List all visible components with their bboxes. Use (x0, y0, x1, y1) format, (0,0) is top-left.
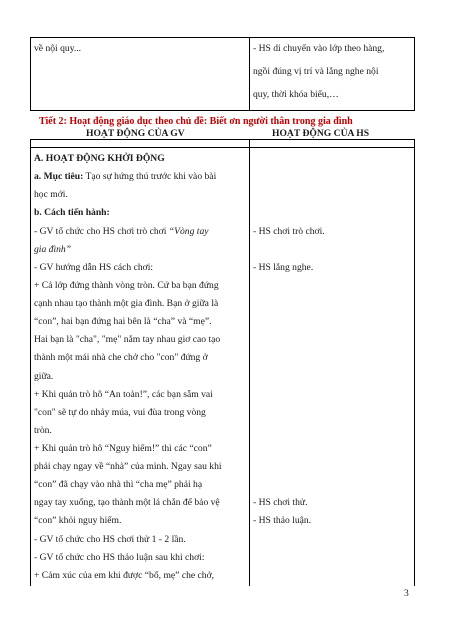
main-table-right-border (414, 139, 415, 586)
gv-line-18: - GV tổ chức cho HS chơi thử 1 - 2 lần. (34, 534, 186, 545)
header-gv: HOẠT ĐỘNG CỦA GV (86, 128, 185, 139)
gv-line-1 (34, 226, 209, 238)
page-number: 3 (404, 588, 409, 599)
hs-line-2: - HS lắng nghe. (253, 262, 314, 273)
top-table-mid-border (249, 37, 250, 111)
gv-line-8: thành một mái nhà che chở cho "con" đứng ở (34, 352, 208, 363)
header-hs: HOẠT ĐỘNG CỦA HS (272, 128, 370, 139)
gv-line-15: “con” đã chạy vào nhà thì “cha mẹ” phải hạ (34, 479, 203, 490)
gv-line-4: + Cả lớp đứng thành vòng tròn. Cứ ba bạn đứng (34, 280, 219, 291)
main-table-left-border (30, 139, 31, 586)
gv-line-5: cạnh nhau tạo thành một gia đình. Bạn ở giữa là (34, 298, 219, 309)
gv-line-1b: “Vòng tay (168, 226, 209, 237)
section-title: Tiết 2: Hoạt động giáo dục theo chủ đề: Biết ơn người thân trong gia đình (39, 116, 353, 127)
gv-goal-label: a. Mục tiêu: (34, 171, 84, 182)
gv-goal-cont: học mới. (34, 189, 68, 200)
hs-line-3: - HS chơi thử. (253, 497, 308, 508)
gv-line-10: + Khi quản trò hô “An toàn!”, các bạn sẵm vai (34, 389, 213, 400)
top-right-line-2: ngồi đúng vị trí và lắng nghe nội (253, 66, 379, 77)
gv-line-16: ngay tay xuống, tạo thành một lá chắn để bảo vệ (34, 497, 220, 508)
top-table-right-border (414, 37, 415, 111)
gv-goal (34, 171, 216, 183)
gv-line-7: Hai bạn là "cha", "mẹ" nắm tay nhau giơ cao tạo (34, 334, 221, 345)
main-table-header-border (30, 147, 415, 148)
gv-method-label: b. Cách tiến hành: (34, 207, 110, 218)
main-table-mid-border (249, 139, 250, 586)
top-table-bottom-border (30, 110, 415, 111)
gv-line-14: phải chạy ngay về “nhà” của mình. Ngay sau khi (34, 461, 222, 472)
top-left-cell: về nội quy... (34, 43, 82, 54)
gv-line-1a: - GV tổ chức cho HS chơi trò chơi (34, 226, 169, 237)
gv-line-3: - GV hướng dẫn HS cách chơi: (34, 262, 154, 273)
gv-goal-text: Tạo sự hứng thú trước khi vào bài (83, 171, 217, 182)
hs-line-4: - HS thảo luận. (253, 515, 312, 526)
gv-line-2: gia đình” (34, 244, 72, 255)
gv-line-20: + Cảm xúc của em khi được “bố, mẹ” che chở, (34, 570, 215, 581)
hs-line-1: - HS chơi trò chơi. (253, 226, 325, 237)
gv-line-11: "con" sẽ tự do nhảy múa, vui đùa trong vòng (34, 407, 206, 418)
gv-line-19: - GV tổ chức cho HS thảo luận sau khi chơi: (34, 552, 205, 563)
gv-heading: A. HOẠT ĐỘNG KHỞI ĐỘNG (34, 153, 165, 164)
gv-line-17: “con” khỏi nguy hiểm. (34, 515, 122, 526)
gv-line-13: + Khi quản trò hô “Nguy hiểm!” thì các “con” (34, 443, 212, 454)
gv-line-9: giữa. (34, 371, 54, 382)
top-right-line-3: quy, thời khóa biểu,… (253, 89, 339, 100)
gv-line-6: “con”, hai bạn đứng hai bên là “cha” và “mẹ”. (34, 316, 212, 327)
top-table-top-border (30, 37, 415, 38)
top-table-left-border (30, 37, 31, 111)
gv-line-12: tròn. (34, 425, 52, 436)
top-right-line-1: - HS di chuyển vào lớp theo hàng, (253, 43, 385, 54)
